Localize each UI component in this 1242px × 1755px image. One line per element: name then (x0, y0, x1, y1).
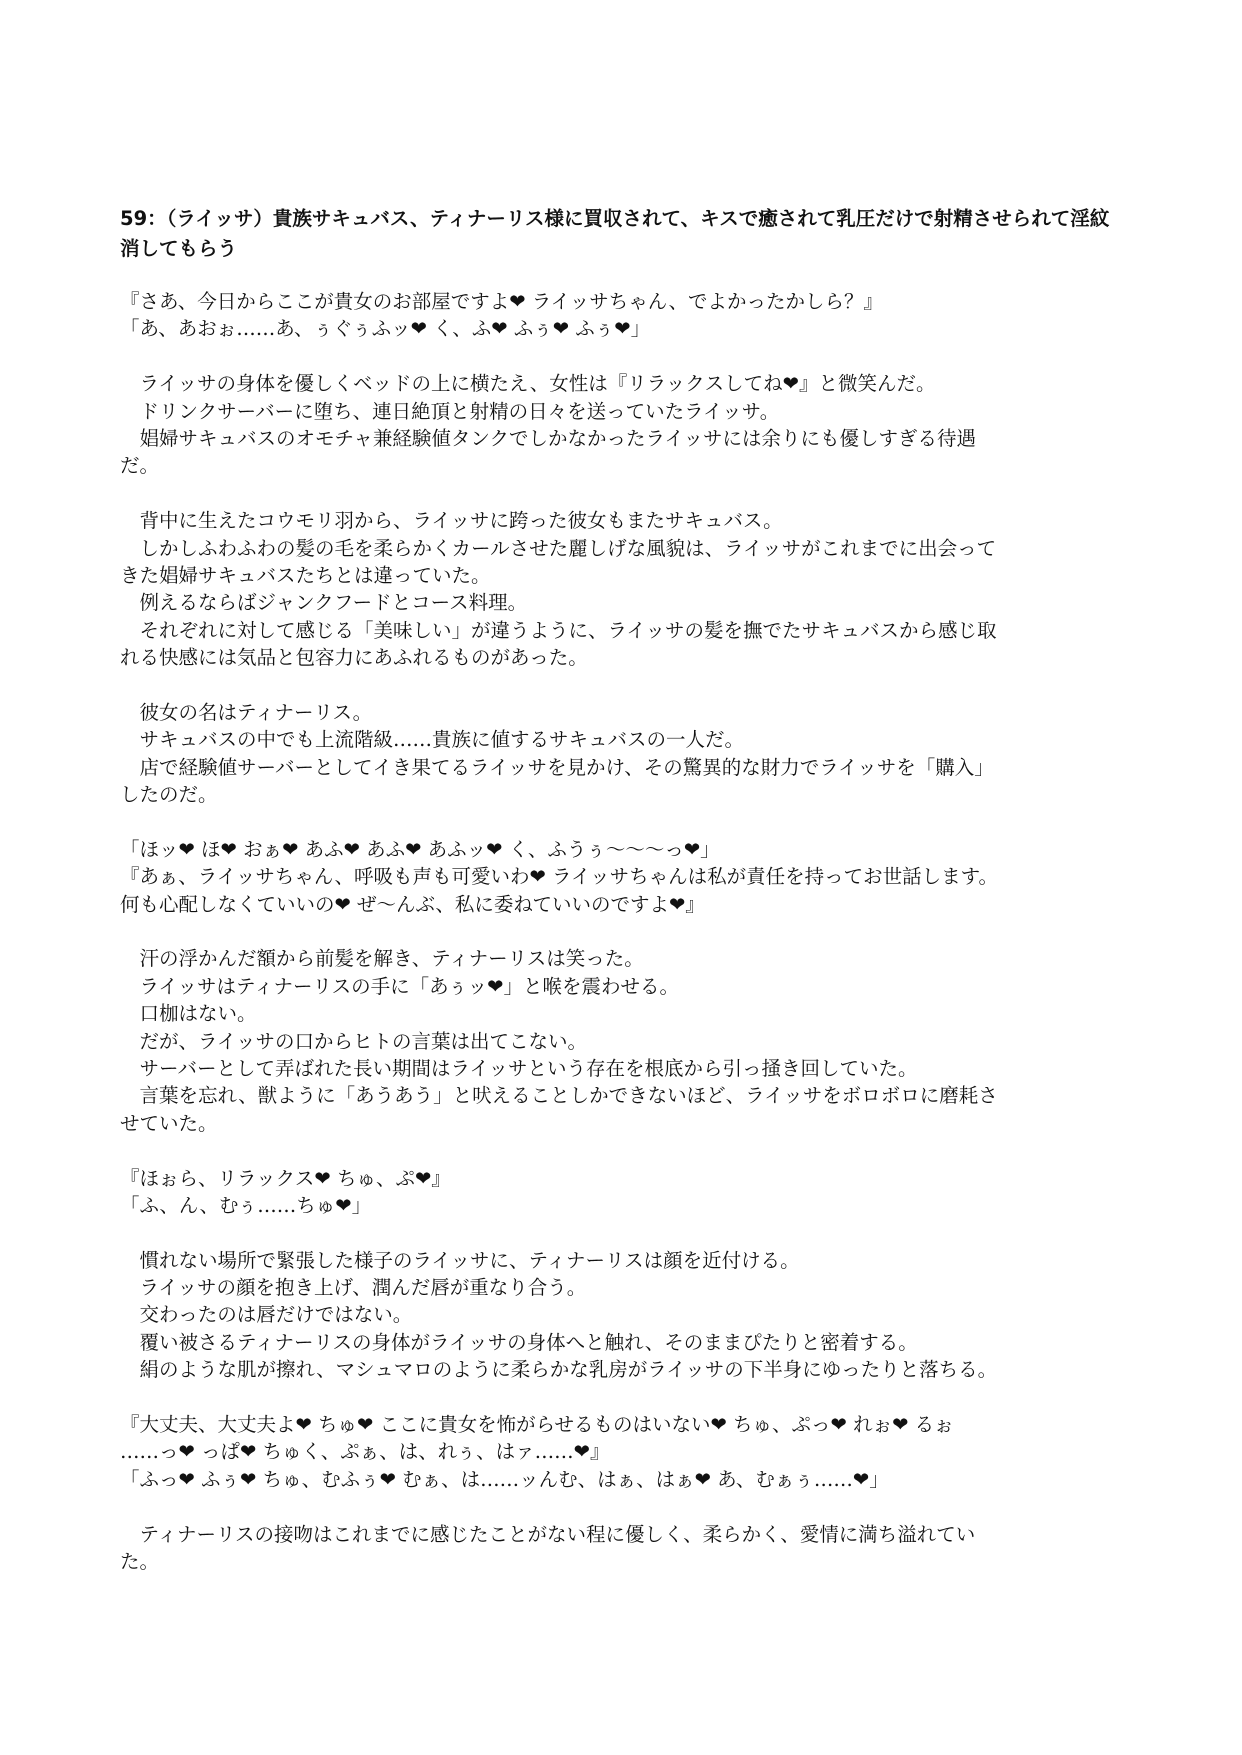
text-line: ティナーリスの接吻はこれまでに感じたことがない程に優しく、柔らかく、愛情に満ち溢れてい (120, 1522, 976, 1546)
text-line: 何も心配しなくていいの❤ ぜ～んぶ、私に委ねていいのですよ❤』 (120, 892, 705, 916)
text-line: だが、ライッサの口からヒトの言葉は出てこない。 (120, 1029, 588, 1053)
text-line: 店で経験値サーバーとしてイき果てるライッサを見かけ、その驚異的な財力でライッサを「購入」 (120, 755, 994, 779)
text-line: 彼女の名はティナーリス。 (120, 700, 373, 724)
blank-line (120, 1493, 1120, 1520)
text-line: しかしふわふわの髪の毛を柔らかくカールさせた麗しげな風貌は、ライッサがこれまでに出会って (120, 536, 997, 560)
text-line: れる快感には気品と包容力にあふれるものがあった。 (120, 646, 588, 670)
text-line: 「あ、あおぉ‥‥‥あ、ぅぐぅふッ❤ く、ふ❤ ふぅ❤ ふぅ❤」 (120, 317, 651, 341)
text-line: 例えるならばジャンクフードとコース料理。 (120, 591, 528, 615)
text-line: 『さあ、今日からここが貴女のお部屋ですよ❤ ライッサちゃん、でよかったかしら？』 (120, 290, 883, 313)
text-line: 交わったのは唇だけではない。 (120, 1303, 413, 1327)
document-body (120, 204, 1120, 1575)
text-line: サキュバスの中でも上流階級‥‥‥貴族に値するサキュバスの一人だ。 (120, 728, 745, 752)
text-line: だ。 (120, 454, 160, 478)
text-line: 「ほッ❤ ほ❤ おぁ❤ あふ❤ あふ❤ あふッ❤ く、ふうぅ～～～っ❤」 (120, 837, 720, 861)
text-line: それぞれに対して感じる「美味しい」が違うように、ライッサの髪を撫でたサキュバスから感じ取 (120, 618, 997, 642)
text-line: サーバーとして弄ばれた長い期間はライッサという存在を根底から引っ掻き回していた。 (120, 1056, 918, 1080)
blank-line (120, 671, 1120, 698)
text-line: 「ふ、ん、むぅ‥‥‥ちゅ❤」 (120, 1193, 372, 1217)
blank-line (120, 343, 1120, 370)
text-line: た。 (120, 1549, 160, 1573)
text-line: ライッサの身体を優しくベッドの上に横たえ、女性は『リラックスしてね❤』と微笑んだ。 (120, 372, 936, 396)
blank-line (120, 918, 1120, 945)
text-line: 「ふっ❤ ふぅ❤ ちゅ、むふぅ❤ むぁ、は‥‥‥ッんむ、はぁ、はぁ❤ あ、むぁぅ‥‥‥❤」 (120, 1467, 889, 1491)
text-line: せていた。 (120, 1111, 218, 1135)
chapter-title: 59：（ライッサ）貴族サキュバス、ティナーリス様に買収されて、キスで癒されて乳圧だけで射精させられて淫紋消してもらう (120, 207, 1110, 260)
text-line: ドリンクサーバーに堕ち、連日絶頂と射精の日々を送っていたライッサ。 (120, 399, 780, 423)
blank-line (120, 480, 1120, 507)
story-text (120, 288, 1120, 1575)
text-line: 『あぁ、ライッサちゃん、呼吸も声も可愛いわ❤ ライッサちゃんは私が責任を持ってお世話します。 (120, 865, 999, 889)
text-line: 背中に生えたコウモリ羽から、ライッサに跨った彼女もまたサキュバス。 (120, 509, 783, 533)
blank-line (120, 1219, 1120, 1246)
text-line: 絹のような肌が擦れ、マシュマロのように柔らかな乳房がライッサの下半身にゆったりと落ちる。 (120, 1358, 998, 1382)
text-line: 汗の浮かんだ額から前髪を解き、ティナーリスは笑った。 (120, 947, 644, 971)
text-line: 娼婦サキュバスのオモチャ兼経験値タンクでしかなかったライッサには余りにも優しすぎる待遇 (120, 426, 977, 450)
blank-line (120, 1384, 1120, 1411)
text-line: 言葉を忘れ、獣ように「あうあう」と吠えることしかできないほど、ライッサをボロボロに磨耗さ (120, 1084, 998, 1108)
text-line: 口枷はない。 (120, 1002, 257, 1026)
text-line: 『大丈夫、大丈夫よ❤ ちゅ❤ ここに貴女を怖がらせるものはいない❤ ちゅ、ぷっ❤ れぉ❤ るぉ (120, 1413, 954, 1437)
text-line: ‥‥‥っ❤ っぱ❤ ちゅく、ぷぁ、は、れぅ、はァ‥‥‥❤』 (120, 1440, 610, 1464)
text-line: 覆い被さるティナーリスの身体がライッサの身体へと触れ、そのままぴたりと密着する。 (120, 1330, 918, 1354)
blank-line (120, 808, 1120, 835)
text-line: ライッサの顔を抱き上げ、潤んだ唇が重なり合う。 (120, 1276, 587, 1300)
text-line: 慣れない場所で緊張した様子のライッサに、ティナーリスは顔を近付ける。 (120, 1248, 800, 1272)
text-line: ライッサはティナーリスの手に「あぅッ❤」と喉を震わせる。 (120, 974, 680, 998)
blank-line (120, 1137, 1120, 1164)
text-line: したのだ。 (120, 783, 218, 807)
text-line: きた娼婦サキュバスたちとは違っていた。 (120, 563, 491, 587)
text-line: 『ほぉら、リラックス❤ ちゅ、ぷ❤』 (120, 1166, 451, 1190)
